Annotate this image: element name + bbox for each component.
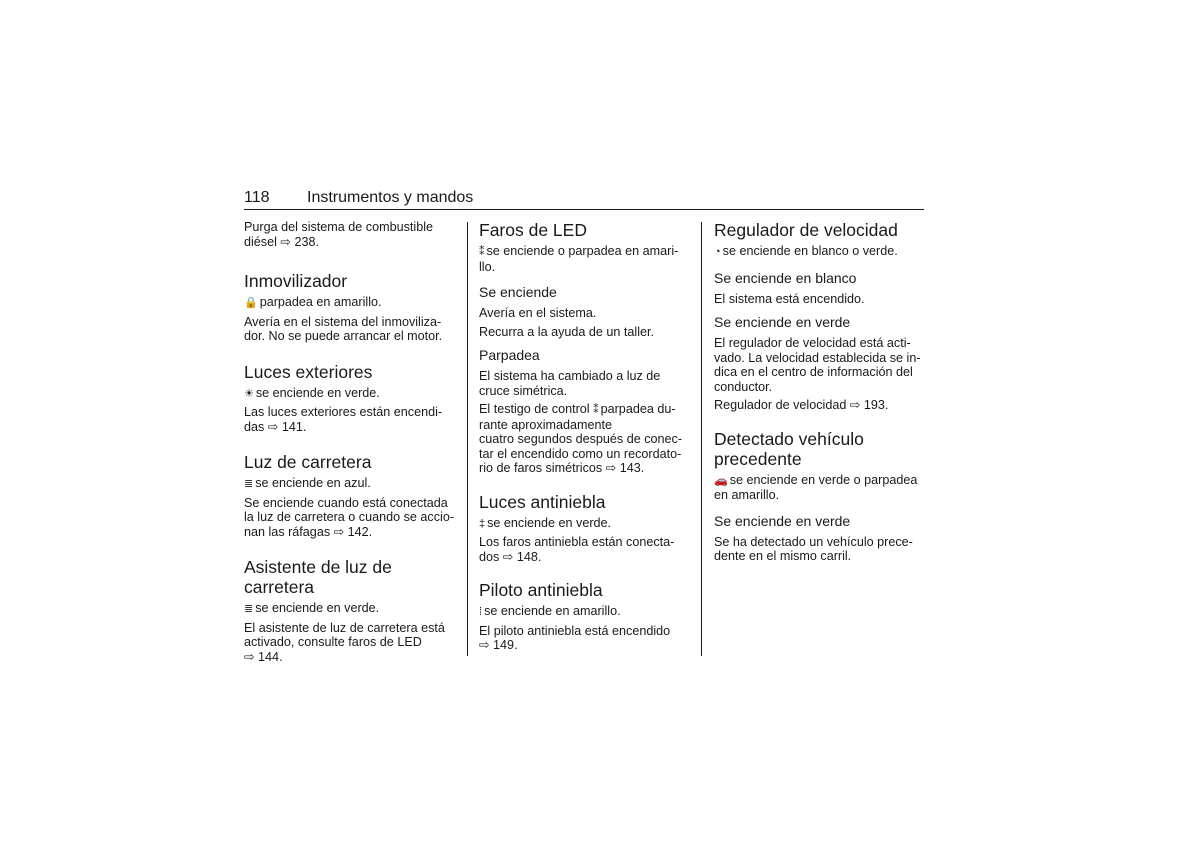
- page-number: 118: [244, 189, 270, 206]
- paragraph: El sistema está encendido.: [714, 291, 865, 306]
- paragraph: El regulador de velocidad está acti- vado. La velocidad establecida se in- dica en el centro de información del conductor.: [714, 336, 921, 394]
- paragraph: ⁑ se enciende o parpadea en amari- llo.: [479, 244, 679, 274]
- page-header: [244, 189, 924, 210]
- subsection-title: Parpadea: [479, 347, 540, 363]
- column-divider: [701, 222, 702, 656]
- paragraph: ≣ se enciende en azul.: [244, 476, 371, 490]
- subsection-title: Se enciende: [479, 284, 557, 300]
- paragraph: Avería en el sistema del inmoviliza- dor. No se puede arrancar el motor.: [244, 314, 443, 343]
- subsection-title: Se enciende en verde: [714, 512, 851, 529]
- high-beam-assist-icon: ≣: [244, 603, 254, 615]
- paragraph: Se enciende cuando está conectada la luz de carretera o cuando se accio- nan las ráfagas ⇨ 142.: [244, 495, 455, 539]
- section-title-luz-de-carretera: Luz de carretera: [244, 452, 372, 472]
- section-title-luces-antiniebla: Luces antiniebla: [479, 491, 606, 512]
- immobilizer-icon: 🔒: [244, 297, 258, 309]
- column-middle: [479, 220, 691, 657]
- paragraph: El asistente de luz de carretera está activado, consulte faros de LED ⇨ 144.: [244, 620, 445, 664]
- section-title-piloto-antiniebla: Piloto antiniebla: [479, 580, 603, 600]
- section-title-faros-led: Faros de LED: [479, 220, 587, 240]
- front-fog-icon: ‡: [479, 517, 486, 530]
- section-title-luces-exteriores: Luces exteriores: [244, 361, 373, 382]
- led-headlight-icon: ⁑: [479, 246, 485, 258]
- paragraph: El sistema ha cambiado a luz de cruce simétrica.: [479, 369, 661, 398]
- paragraph: ⁞ se enciende en amarillo.: [479, 604, 621, 618]
- column-right: [714, 220, 926, 568]
- vehicle-ahead-icon: 🚗: [714, 474, 728, 487]
- led-headlight-icon: ⁑: [593, 404, 599, 416]
- paragraph: ‡ se enciende en verde.: [479, 515, 612, 530]
- section-title-regulador: Regulador de velocidad: [714, 220, 898, 240]
- paragraph: El piloto antiniebla está encendido ⇨ 149.: [479, 623, 671, 652]
- column-divider: [467, 222, 468, 656]
- paragraph: 🚗 se enciende en verde o parpadea en amarillo.: [714, 472, 918, 502]
- rear-fog-icon: ⁞: [479, 606, 483, 618]
- paragraph: Los faros antiniebla están conecta- dos ⇨ 148.: [479, 535, 675, 564]
- paragraph: Regulador de velocidad ⇨ 193.: [714, 398, 889, 412]
- subsection-title: Se enciende en blanco: [714, 269, 857, 286]
- paragraph: Las luces exteriores están encendi- das ⇨ 141.: [244, 405, 443, 434]
- section-title-asistente: Asistente de luz de carretera: [244, 557, 392, 597]
- section-title-inmovilizador: Inmovilizador: [244, 271, 348, 291]
- section-title-vehiculo-precedente: Detectado vehículo precedente: [714, 428, 864, 469]
- column-left: [244, 220, 456, 668]
- high-beam-icon: ≣: [244, 478, 254, 490]
- paragraph: Recurra a la ayuda de un taller.: [479, 324, 655, 339]
- paragraph: ☀ se enciende en verde.: [244, 385, 380, 400]
- paragraph: 🔒 parpadea en amarillo.: [244, 295, 382, 309]
- subsection-title: Se enciende en verde: [714, 314, 851, 330]
- intro-text: Purga del sistema de combustible diésel ⇨ 238.: [244, 220, 434, 249]
- paragraph: ≣ se enciende en verde.: [244, 601, 380, 615]
- exterior-lights-icon: ☀: [244, 387, 254, 400]
- cruise-control-icon: ◔: [714, 246, 721, 258]
- paragraph: Avería en el sistema.: [479, 306, 597, 320]
- paragraph: Se ha detectado un vehículo prece- dente en el mismo carril.: [714, 534, 913, 563]
- paragraph: El testigo de control ⁑ parpadea du- rante aproximadamente cuatro segundos después de conec- tar el encendido como un recordato- rio de faros simétricos ⇨ 143.: [479, 402, 683, 475]
- paragraph: ◔ se enciende en blanco o verde.: [714, 244, 898, 258]
- chapter-title: Instrumentos y mandos: [307, 189, 474, 206]
